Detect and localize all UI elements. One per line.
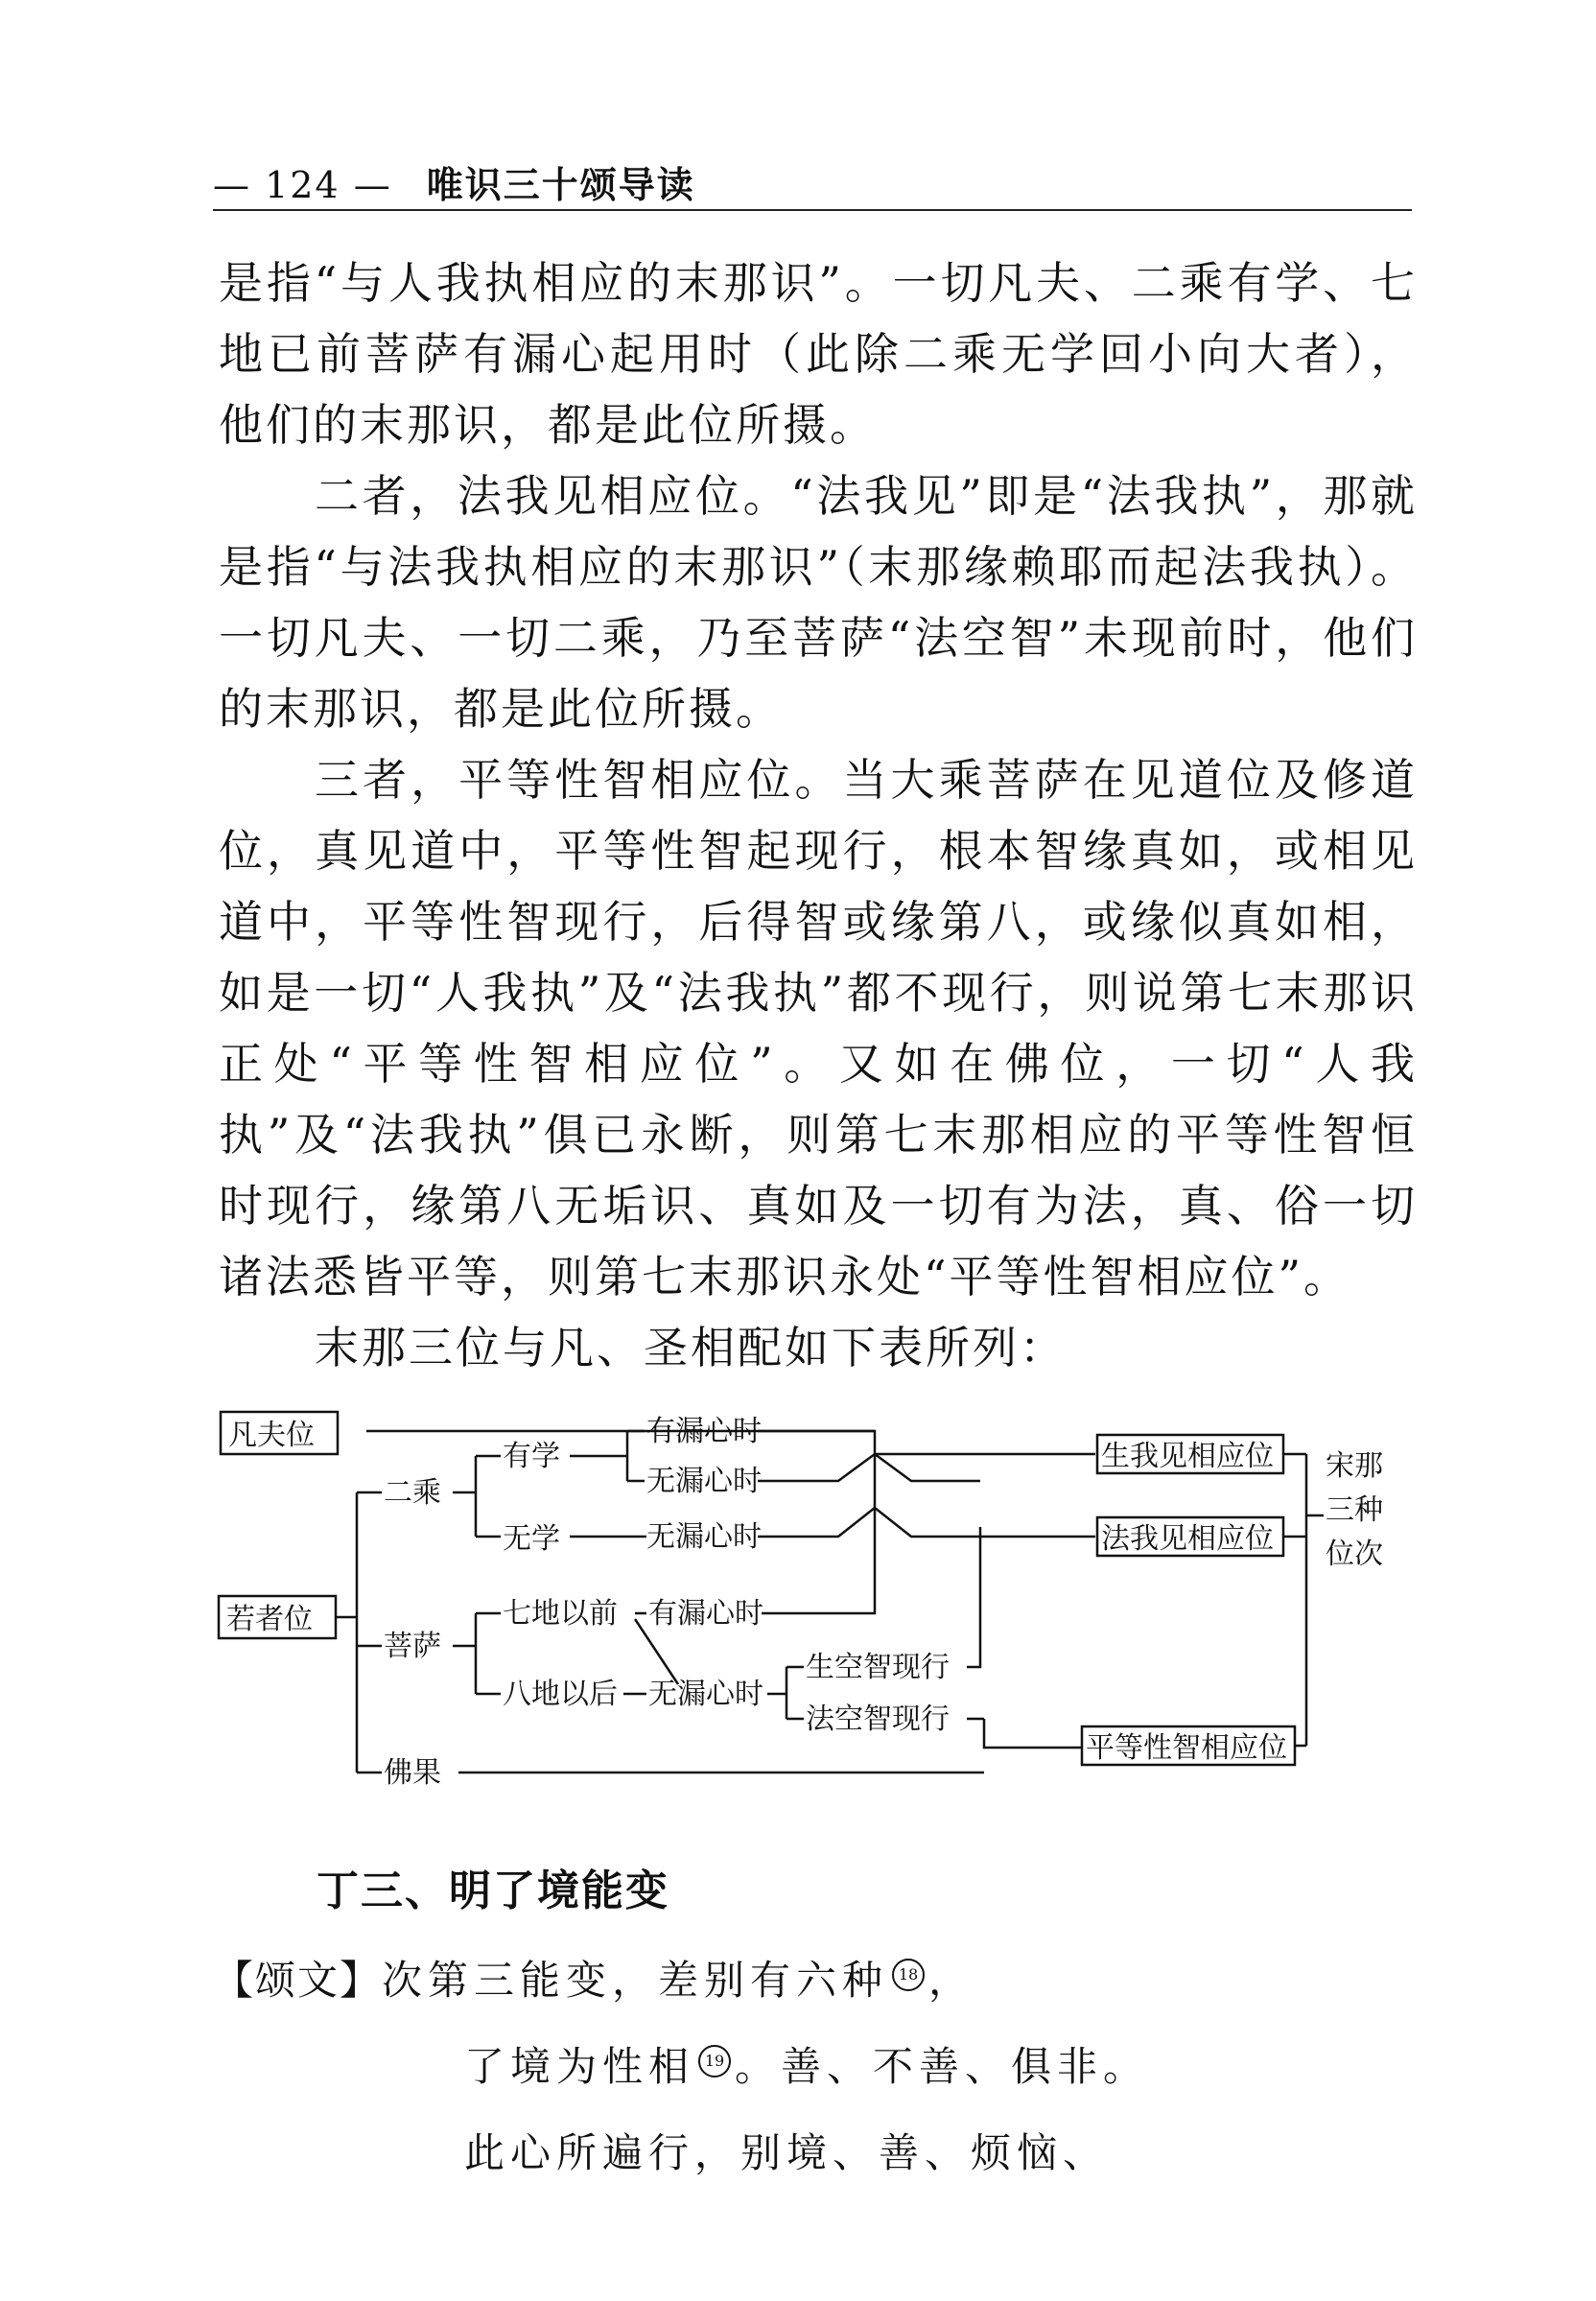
line-shengkong (967, 1527, 980, 1667)
line-youlou-2 (762, 1563, 875, 1613)
label-side-1: 宋那 (1326, 1449, 1383, 1483)
label-qidi: 七地以前 (503, 1597, 618, 1631)
verse-line-3: 此心所遍行，别境、善、烦恼、 (464, 2129, 1110, 2176)
page-header (213, 155, 695, 208)
paragraph-1: 是指“与人我执相应的末那识”。一切凡夫、二乘有学、七地已前菩萨有漏心起用时（此除二乘无学回小向大者），他们的末那识，都是此位所摄。 (219, 257, 1418, 451)
label-wuxue: 无学 (503, 1522, 560, 1556)
label-pos1: 生我见相应位 (1101, 1440, 1274, 1473)
bracket-youxue (570, 1431, 645, 1481)
label-pos3: 平等性智相应位 (1086, 1731, 1287, 1765)
label-shengkong: 生空智现行 (806, 1651, 950, 1684)
label-fakong: 法空智现行 (806, 1702, 950, 1736)
bracket-root (336, 1492, 382, 1773)
verse-line-1-text: 次第三能变，差别有六种 (382, 1957, 889, 2004)
label-youlou-2: 有漏心时 (648, 1597, 763, 1631)
line-wulou-1 (758, 1454, 980, 1481)
verse-line-1 (213, 1937, 1149, 2024)
label-youxue: 有学 (503, 1440, 560, 1473)
line-wulou-2 (758, 1508, 980, 1537)
verse-line-2-end: 。善、不善、俱非。 (735, 2043, 1150, 2090)
label-badi: 八地以后 (503, 1678, 618, 1711)
label-pusa: 菩萨 (384, 1630, 441, 1663)
bracket-ercheng (453, 1456, 501, 1537)
line-to-pos3 (984, 1719, 1082, 1748)
verse-line-1-end: ， (928, 1957, 975, 2004)
label-pos2: 法我见相应位 (1101, 1522, 1274, 1556)
label-youlou-1: 有漏心时 (646, 1415, 762, 1448)
manas-positions-diagram (213, 1400, 1421, 1803)
footnote-marker-19: 19 (698, 2045, 731, 2078)
paragraph-3: 三者，平等性智相应位。当大乘菩萨在见道位及修道位，真见道中，平等性智起现行，根本智缘真如，或相见道中，平等性智现行，后得智或缘第八，或缘似真如相，如是一切“人我执”及“法我执”都不现行，则说第七末那识正处“平等性智相应位”。又如在佛位，一切“人我执”及“法我执”俱已永断，则第七末那相应的平等性智恒时现行，缘第八无垢识、真如及一切有为法，真、俗一切诸法悉皆平等，则第七末那识永处“平等性智相应位”。 (219, 754, 1418, 1303)
section-title: 丁三、明了境能变 (317, 1867, 669, 1915)
header-rule (213, 209, 1412, 211)
verse-tag: 【颂文】 (213, 1957, 383, 2004)
paragraph-2: 二者，法我见相应位。“法我见”即是“法我执”，那就是指“与法我执相应的末那识”（末那缘赖耶而起法我执）。一切凡夫、一切二乘，乃至菩萨“法空智”未现前时，他们的末那识，都是此位所摄。 (219, 470, 1418, 735)
book-title: 唯识三十颂导读 (426, 164, 695, 206)
body-text (219, 247, 1418, 1383)
label-side-2: 三种 (1326, 1493, 1383, 1527)
bracket-wulou-3 (767, 1667, 804, 1719)
label-ruozhe: 若者位 (226, 1603, 313, 1636)
bracket-final (1283, 1454, 1324, 1746)
label-fanfu: 凡夫位 (228, 1419, 315, 1452)
bracket-pusa (453, 1613, 501, 1694)
label-wulou-2: 无漏心时 (646, 1520, 762, 1554)
label-wulou-1: 无漏心时 (646, 1465, 762, 1498)
label-foguo: 佛果 (384, 1756, 441, 1790)
verse-line-2-text: 了境为性相 (464, 2043, 695, 2090)
paragraph-4: 末那三位与凡、圣相配如下表所列： (315, 1322, 1067, 1374)
label-wulou-3: 无漏心时 (648, 1678, 763, 1711)
label-side-3: 位次 (1326, 1538, 1383, 1571)
label-ercheng: 二乘 (384, 1476, 441, 1510)
footnote-marker-18: 18 (892, 1959, 925, 1991)
page-number: — 124 — (213, 164, 392, 206)
line-fanfu (366, 1431, 875, 1563)
verse-line-2 (213, 2024, 1149, 2110)
verse (213, 1937, 1149, 2196)
